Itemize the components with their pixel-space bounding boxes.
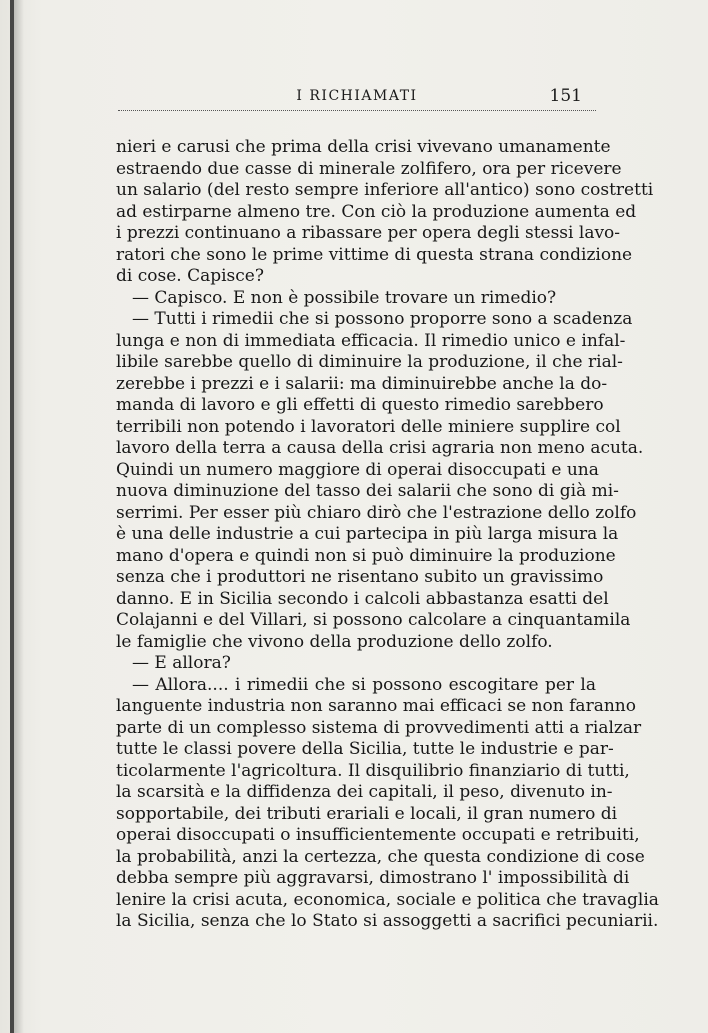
text-line: Colajanni e del Villari, si possono calcolare a cinquantamila bbox=[116, 610, 631, 630]
running-head bbox=[118, 88, 596, 112]
running-title: I RICHIAMATI bbox=[296, 88, 418, 104]
text-line: terribili non potendo i lavoratori delle miniere supplire col bbox=[116, 416, 621, 437]
text-line: senza che i produttori ne risentano subito un gravissimo bbox=[116, 567, 604, 587]
text-line: ratori che sono le prime vittime di questa strana condizione bbox=[116, 244, 633, 265]
text-line: libile sarebbe quello di diminuire la produzione, il che rial- bbox=[116, 352, 623, 372]
text-line: operai disoccupati o insufficientemente occupati e retribuiti, bbox=[116, 825, 640, 845]
binding-shadow bbox=[14, 0, 24, 1033]
text-line: lavoro della terra a causa della crisi agraria non meno acuta. bbox=[116, 438, 644, 458]
text-line: Quindi un numero maggiore di operai disoccupati e una bbox=[116, 459, 599, 480]
text-line: estraendo due casse di minerale zolfifero, ora per ricevere bbox=[116, 158, 622, 179]
text-line: lunga e non di immediata efficacia. Il rimedio unico e infal- bbox=[116, 330, 626, 351]
text-line: languente industria non saranno mai efficaci se non faranno bbox=[116, 696, 636, 716]
text-line: tutte le classi povere della Sicilia, tutte le industrie e par- bbox=[116, 739, 614, 759]
text-line: sopportabile, dei tributi erariali e locali, il gran numero di bbox=[116, 803, 618, 824]
text-line: ticolarmente l'agricoltura. Il disquilibrio finanziario di tutti, bbox=[116, 760, 630, 781]
text-line: — Capisco. E non è possibile trovare un rimedio? bbox=[132, 287, 557, 308]
text-line: nieri e carusi che prima della crisi vivevano umanamente bbox=[116, 137, 611, 157]
text-line: — Tutti i rimedii che si possono proporre sono a scadenza bbox=[132, 309, 633, 329]
text-line: manda di lavoro e gli effetti di questo rimedio sarebbero bbox=[116, 395, 604, 415]
text-line: di cose. Capisce? bbox=[116, 266, 264, 286]
body-text bbox=[116, 137, 659, 933]
text-line: un salario (del resto sempre inferiore all'antico) sono costretti bbox=[116, 180, 654, 200]
text-line: — Allora.... i rimedii che si possono escogitare per la bbox=[132, 674, 596, 695]
text-line: le famiglie che vivono della produzione dello zolfo. bbox=[116, 631, 553, 652]
text-line: serrimi. Per esser più chiaro dirò che l'estrazione dello zolfo bbox=[116, 502, 637, 523]
text-line: lenire la crisi acuta, economica, sociale e politica che travaglia bbox=[116, 889, 659, 910]
text-line: — E allora? bbox=[132, 653, 231, 673]
text-line: danno. E in Sicilia secondo i calcoli abbastanza esatti del bbox=[116, 588, 609, 609]
text-line: ad estirparne almeno tre. Con ciò la produzione aumenta ed bbox=[116, 201, 637, 222]
text-line: nuova diminuzione del tasso dei salarii che sono di già mi- bbox=[116, 481, 619, 501]
text-line: debba sempre più aggravarsi, dimostrano l' impossibilità di bbox=[116, 868, 630, 888]
header-rule bbox=[118, 110, 596, 111]
text-line: la probabilità, anzi la certezza, che questa condizione di cose bbox=[116, 846, 645, 867]
text-line: i prezzi continuano a ribassare per opera degli stessi lavo- bbox=[116, 223, 621, 243]
text-line: zerebbe i prezzi e i salarii: ma diminuirebbe anche la do- bbox=[116, 373, 608, 394]
text-line: è una delle industrie a cui partecipa in più larga misura la bbox=[116, 524, 619, 544]
text-line: parte di un complesso sistema di provvedimenti atti a rialzar bbox=[116, 717, 642, 738]
text-line: la Sicilia, senza che lo Stato si assoggetti a sacrifici pecuniarii. bbox=[116, 911, 659, 931]
text-line: la scarsità e la diffidenza dei capitali, il peso, divenuto in- bbox=[116, 782, 613, 802]
text-line: mano d'opera e quindi non si può diminuire la produzione bbox=[116, 545, 616, 566]
page-number: 151 bbox=[549, 86, 582, 106]
